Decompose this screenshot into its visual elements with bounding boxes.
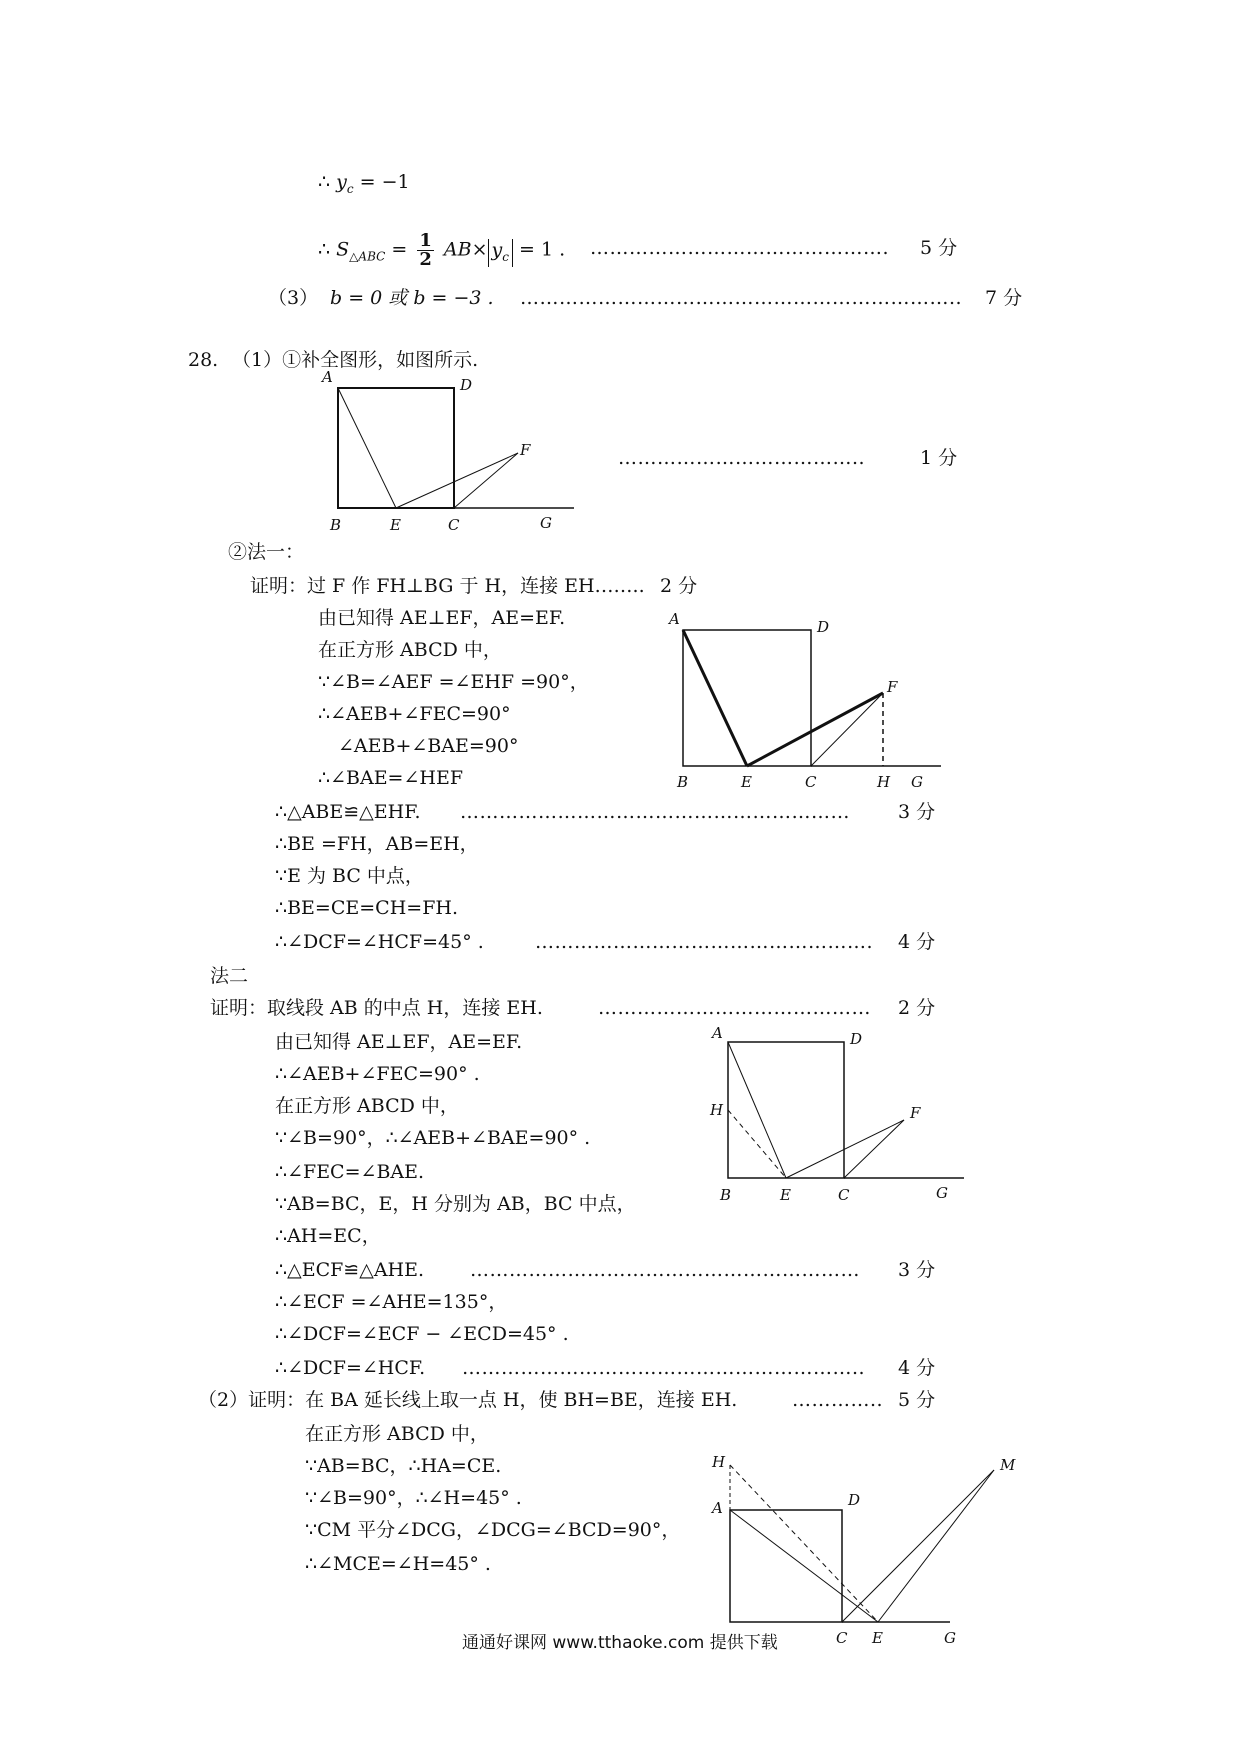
m1-line-2: 由已知得 AE⊥EF，AE=EF. [318, 607, 566, 629]
point-label-h: H [712, 1453, 726, 1471]
point-label-b: B [720, 1186, 732, 1204]
p2-line-2: 在正方形 ABCD 中， [305, 1423, 489, 1445]
point-label-f: F [910, 1104, 921, 1122]
dot-leader: …………………………………………………… [470, 1259, 860, 1281]
m2-line-11: ∴∠DCF=∠ECF − ∠ECD=45° . [275, 1323, 569, 1345]
point-label-g: G [936, 1184, 948, 1202]
m1-score-3: 3 分 [898, 801, 936, 823]
point-label-m: M [1000, 1456, 1016, 1474]
m1-line-7: ∴∠BAE=∠HEF [318, 767, 464, 789]
m1-line-12: ∴∠DCF=∠HCF=45° . [275, 931, 484, 953]
point-label-a: A [322, 368, 333, 386]
m2-line-9: ∴△ECF≌△AHE. [275, 1259, 425, 1281]
area-line: ∴ $S_{\triangle ABC}$ = $\frac{1}{2}$ $AB\times y_c = 1$ . [318, 230, 566, 270]
m2-line-12: ∴∠DCF=∠HCF. [275, 1357, 426, 1379]
point-label-d: D [817, 618, 830, 636]
point-label-e: E [390, 516, 401, 534]
m1-line-5: ∴∠AEB+∠FEC=90° [318, 703, 511, 725]
m1-score-2: 2 分 [660, 575, 698, 597]
p2-line-4: ∵∠B=90°，∴∠H=45° . [305, 1487, 522, 1509]
point-label-c: C [836, 1629, 848, 1647]
dot-leader: ………………………………………. [590, 237, 890, 259]
point-label-a: A [712, 1499, 723, 1517]
point-label-c: C [838, 1186, 850, 1204]
point-label-e: E [780, 1186, 791, 1204]
dot-leader: ……………………………………………. [535, 931, 874, 953]
yc-line: ∴ $y_c = -1$ [318, 171, 410, 196]
p2-line-6: ∴∠MCE=∠H=45° . [305, 1553, 491, 1575]
m1-line-11: ∴BE=CE=CH=FH. [275, 897, 458, 919]
figure-3 [700, 1020, 970, 1204]
score-5: 5 分 [920, 237, 958, 259]
m2-line-8: ∴AH=EC， [275, 1225, 381, 1247]
point-label-h: H [710, 1101, 724, 1119]
m1-line-8: ∴△ABE≌△EHF. [275, 801, 421, 823]
m1-line-9: ∴BE =FH，AB=EH， [275, 833, 479, 855]
point-label-h: H [877, 773, 891, 791]
point-label-f: F [520, 441, 531, 459]
m2-score-4: 4 分 [898, 1357, 936, 1379]
m2-line-10: ∴∠ECF =∠AHE=135°， [275, 1291, 508, 1313]
dot-leader: …………………………………………………….. [462, 1357, 866, 1379]
point-label-g: G [911, 773, 923, 791]
m1-line-3: 在正方形 ABCD 中， [318, 639, 502, 661]
point-label-d: D [460, 376, 473, 394]
q3-label: （3） [268, 287, 319, 309]
m1-line-10: ∵E 为 BC 中点， [275, 865, 424, 887]
point-label-d: D [850, 1030, 863, 1048]
m2-line-3: ∴∠AEB+∠FEC=90° . [275, 1063, 480, 1085]
figure-2 [665, 610, 955, 791]
m1-line-6: ∠AEB+∠BAE=90° [338, 735, 519, 757]
point-label-a: A [669, 610, 680, 628]
p2-line-3: ∵AB=BC，∴HA=CE. [305, 1455, 502, 1477]
m1-score-4: 4 分 [898, 931, 936, 953]
fraction-one-half: $\frac{1}{2}$ [419, 230, 432, 270]
dot-leader: …………………………………… [598, 997, 871, 1019]
q3-answer: b = 0 或 b = −3 . [330, 287, 494, 309]
figure-4 [710, 1455, 1020, 1645]
point-label-g: G [944, 1629, 956, 1647]
m2-line-6: ∴∠FEC=∠BAE. [275, 1161, 425, 1183]
point-label-e: E [741, 773, 752, 791]
point-label-a: A [712, 1024, 723, 1042]
question-number: 28. [188, 349, 219, 371]
m1-line-4: ∵∠B=∠AEF =∠EHF =90°， [318, 671, 589, 693]
m2-line-2: 由已知得 AE⊥EF，AE=EF. [275, 1031, 523, 1053]
page-footer: 通通好课网 www.tthaoke.com 提供下载 [462, 1633, 778, 1653]
m2-line-5: ∵∠B=90°，∴∠AEB+∠BAE=90° . [275, 1127, 591, 1149]
point-label-e: E [872, 1629, 883, 1647]
dot-leader: ……………………………….. [618, 447, 866, 469]
dot-leader: ………………………………………………………….. [520, 287, 963, 309]
dot-leader: …………………………………………………… [460, 801, 850, 823]
m2-score-3: 3 分 [898, 1259, 936, 1281]
point-label-b: B [677, 773, 689, 791]
m2-line-1: 证明：取线段 AB 的中点 H，连接 EH. [210, 997, 543, 1019]
score-1: 1 分 [920, 447, 958, 469]
m2-line-7: ∵AB=BC，E，H 分别为 AB，BC 中点， [275, 1193, 636, 1215]
point-label-c: C [805, 773, 817, 791]
score-7: 7 分 [985, 287, 1023, 309]
p2-line-1: （2）证明：在 BA 延长线上取一点 H，使 BH=BE，连接 EH. [198, 1389, 738, 1411]
point-label-b: B [330, 516, 342, 534]
m1-line-1: 证明：过 F 作 FH⊥BG 于 H，连接 EH…….. [250, 575, 645, 597]
p2-line-5: ∵CM 平分∠DCG，∠DCG=∠BCD=90°， [305, 1519, 681, 1541]
part1-label: （1）①补全图形，如图所示. [232, 349, 479, 371]
p2-score-5: 5 分 [898, 1389, 936, 1411]
abs-yc: $y_c$ [488, 239, 513, 268]
method2-label: 法二 [210, 965, 249, 987]
m2-score-2: 2 分 [898, 997, 936, 1019]
point-label-c: C [448, 516, 460, 534]
figure-1 [320, 370, 620, 540]
point-label-f: F [887, 678, 898, 696]
point-label-d: D [848, 1491, 861, 1509]
m2-line-4: 在正方形 ABCD 中， [275, 1095, 459, 1117]
method1-label: ②法一： [228, 541, 305, 563]
point-label-g: G [540, 514, 552, 532]
dot-leader: ………….. [792, 1389, 884, 1411]
